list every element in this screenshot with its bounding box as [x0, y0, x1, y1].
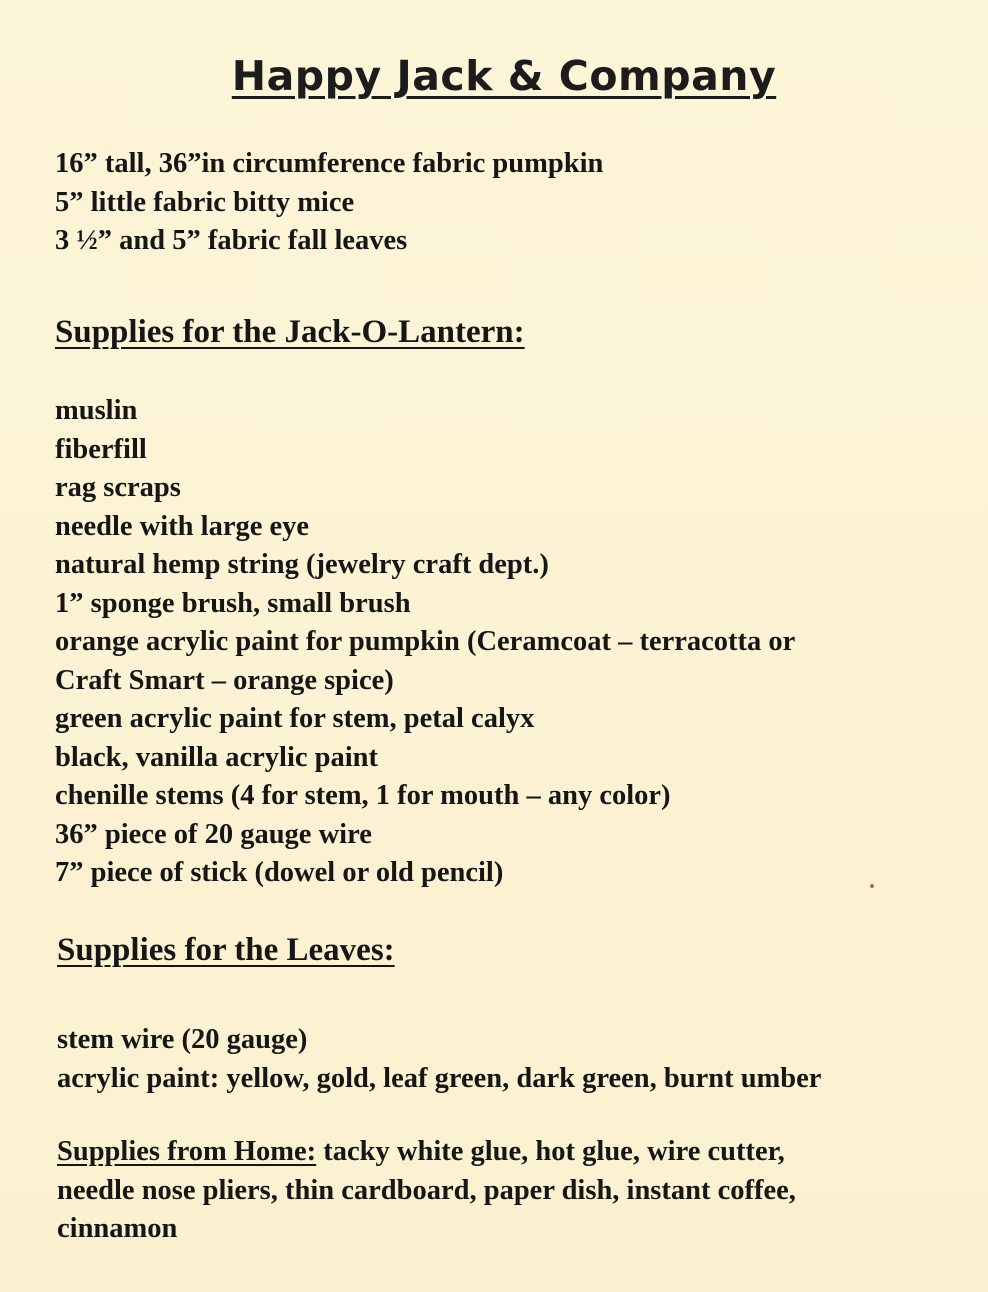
page-title: Happy Jack & Company — [231, 52, 777, 100]
list-item: 5” little fabric bitty mice — [55, 186, 355, 218]
list-item: stem wire (20 gauge) — [57, 1024, 308, 1055]
list-item: 16” tall, 36”in circumference fabric pumpkin — [55, 148, 604, 179]
list-item: needle with large eye — [55, 510, 310, 542]
home-supplies-text: cinnamon — [57, 1213, 178, 1244]
list-item: black, vanilla acrylic paint — [55, 741, 379, 773]
list-item: rag scraps — [55, 472, 181, 503]
leaves-supplies-heading: Supplies for the Leaves: — [57, 932, 395, 968]
list-item: natural hemp string (jewelry craft dept.) — [55, 549, 549, 580]
list-item: acrylic paint: yellow, gold, leaf green, dark green, burnt umber — [57, 1062, 822, 1094]
leaves-supplies-list — [57, 1021, 821, 1098]
jack-o-lantern-supplies-heading: Supplies for the Jack-O-Lantern: — [55, 314, 525, 350]
list-item: fiberfill — [55, 433, 147, 465]
list-item: chenille stems (4 for stem, 1 for mouth – any color) — [55, 780, 671, 811]
paper-speck — [870, 884, 874, 888]
list-item: Craft Smart – orange spice) — [55, 664, 394, 696]
list-item: 1” sponge brush, small brush — [55, 587, 411, 619]
list-item: 7” piece of stick (dowel or old pencil) — [55, 857, 504, 888]
list-item: orange acrylic paint for pumpkin (Ceramcoat – terracotta or — [55, 626, 796, 657]
list-item: 3 ½” and 5” fabric fall leaves — [55, 225, 408, 256]
list-item: muslin — [55, 395, 138, 426]
jack-o-lantern-supplies-list — [55, 392, 795, 893]
home-supplies-text: tacky white glue, hot glue, wire cutter, — [316, 1136, 785, 1167]
home-supplies-paragraph — [57, 1133, 957, 1249]
home-supplies-text: needle nose pliers, thin cardboard, paper dish, instant coffee, — [57, 1174, 796, 1206]
home-supplies-label: Supplies from Home: — [57, 1136, 317, 1167]
list-item: green acrylic paint for stem, petal calyx — [55, 703, 535, 734]
list-item: 36” piece of 20 gauge wire — [55, 818, 372, 850]
intro-list — [55, 145, 603, 261]
